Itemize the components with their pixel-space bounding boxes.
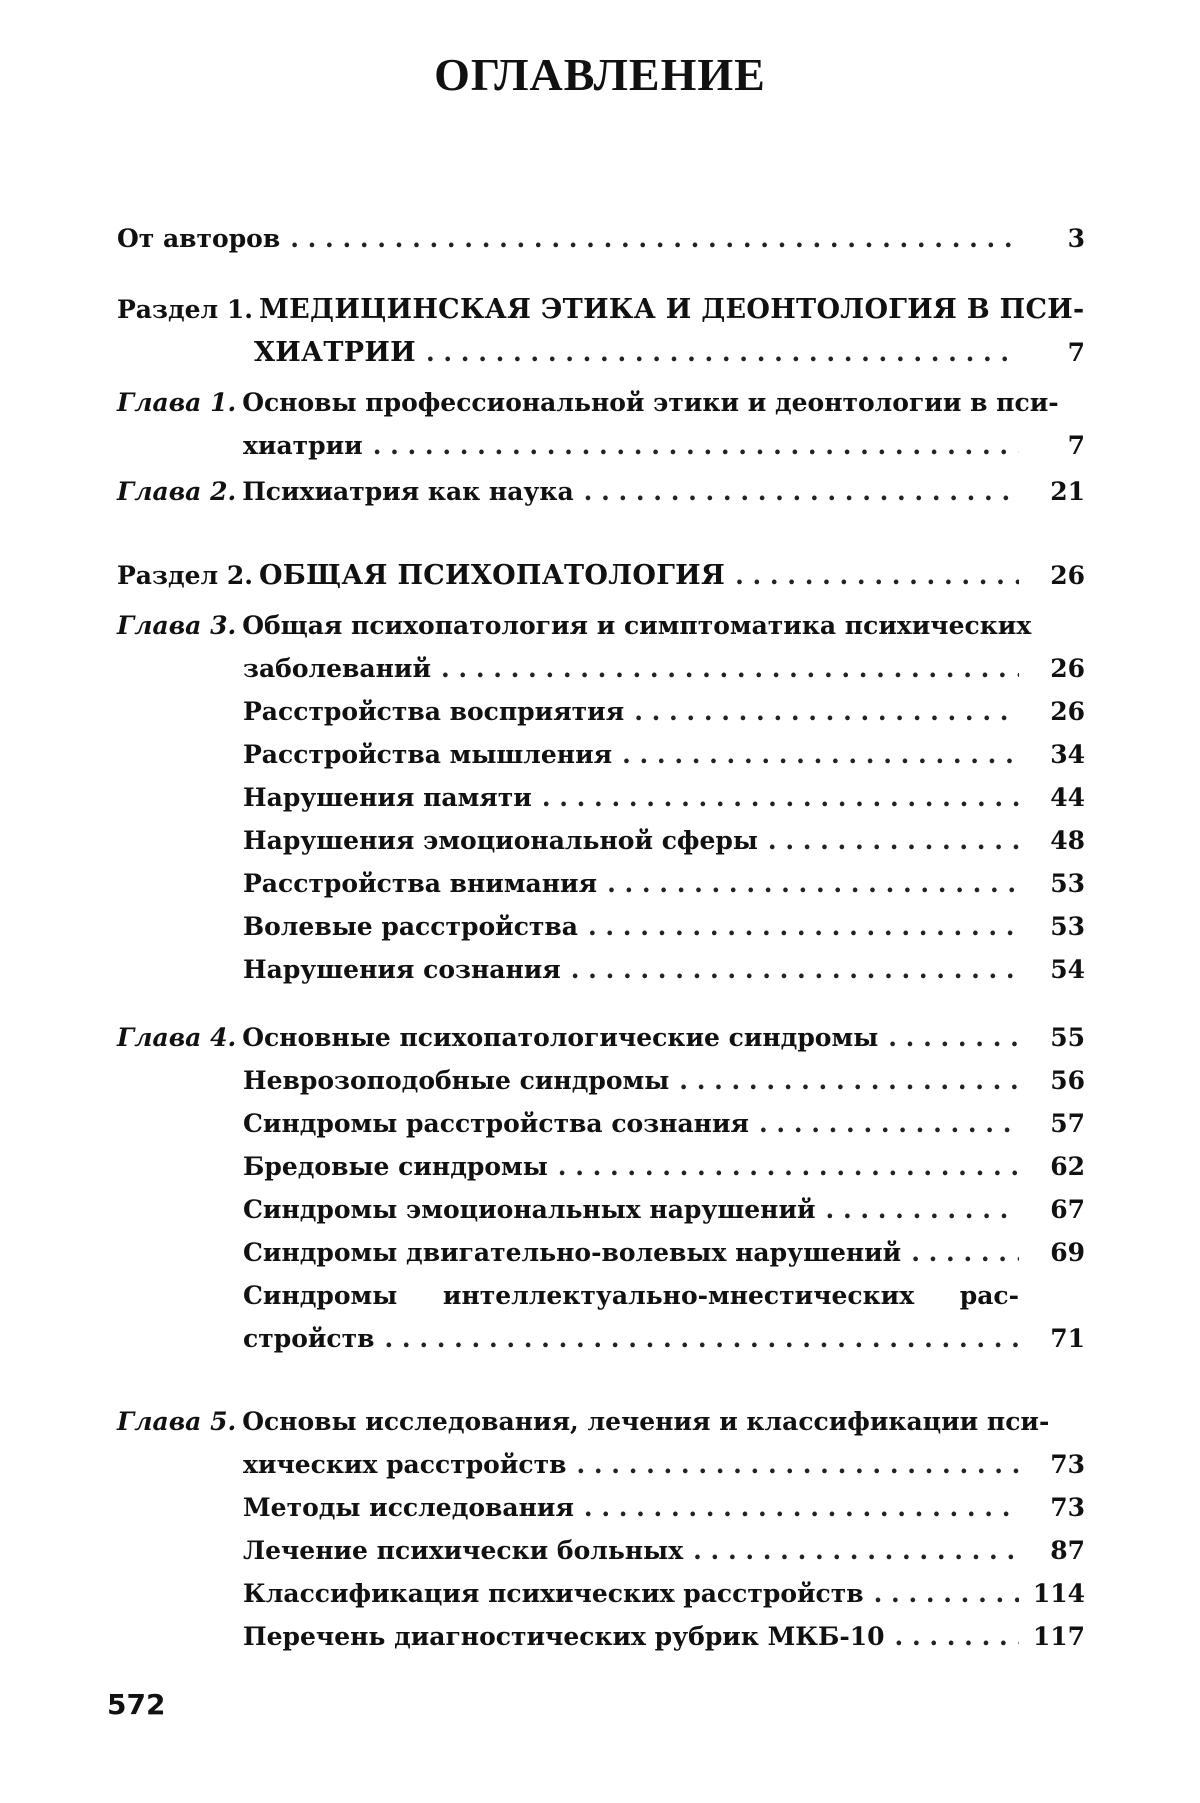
dot-leader [558,1145,1019,1188]
chapter-prefix: Глава 1. [117,388,237,417]
toc-entry-chapter-2[interactable] [117,470,1085,513]
page-number: 69 [1050,1238,1085,1267]
chapter-title: Основные психопатологические синдромы [242,1023,879,1052]
dot-leader [874,1572,1019,1615]
subentry-title: Лечение психически больных [243,1536,684,1565]
dot-leader [888,1016,1019,1059]
dot-leader [693,1529,1019,1572]
page-number: 3 [1067,224,1085,253]
chapter-title: Психиатрия как наука [242,477,574,506]
dot-leader [584,1486,1019,1529]
page-number: 53 [1050,912,1085,941]
page-number: 117 [1032,1622,1085,1651]
dot-leader [571,948,1019,991]
chapter-4-subsections [117,1059,1085,1360]
page-number: 44 [1050,783,1085,812]
section-title: ОБЩАЯ ПСИХОПАТОЛОГИЯ [258,560,726,591]
subentry-title-line1[interactable]: Синдромы интеллектуально-мнестических рас- [243,1281,1019,1310]
dot-leader [290,217,1019,260]
page-number: 87 [1050,1536,1085,1565]
page-number: 48 [1050,826,1085,855]
subentry-title: Неврозоподобные синдромы [243,1066,670,1095]
toc-subentry[interactable] [117,905,1085,948]
toc-entry-chapter-5[interactable] [117,1400,1085,1486]
page-folio-number: 572 [107,1688,166,1721]
page-number: 71 [1050,1324,1085,1353]
chapter-title-line2: хиатрии [243,431,363,460]
subentry-title: Синдромы эмоциональных нарушений [243,1195,816,1224]
subentry-title: Методы исследования [243,1493,574,1522]
toc-subentry[interactable] [117,733,1085,776]
toc-subentry[interactable] [117,1231,1085,1274]
dot-leader [542,776,1019,819]
section-title-line2: ХИАТРИИ [254,337,416,368]
dot-leader [759,1102,1019,1145]
page-number: 54 [1050,955,1085,984]
chapter-title-line1: Основы исследования, лечения и классификации пси- [242,1407,1050,1436]
section-title-line1: МЕДИЦИНСКАЯ ЭТИКА И ДЕОНТОЛОГИЯ В ПСИ- [258,294,1085,325]
chapter-title-line1: Общая психопатология и симптоматика психических [242,611,1032,640]
toc-entry-authors[interactable] [117,217,1085,260]
page-number: 56 [1050,1066,1085,1095]
dot-leader [584,470,1019,513]
chapter-title-line2: заболеваний [243,654,431,683]
dot-leader [373,424,1019,467]
entry-text: От авторов [117,224,281,253]
page-number: 114 [1032,1579,1085,1608]
page-number: 67 [1050,1195,1085,1224]
subentry-title: Волевые расстройства [243,912,578,941]
page-number: 57 [1050,1109,1085,1138]
page-number: 53 [1050,869,1085,898]
toc-subentry[interactable] [117,1615,1085,1658]
chapter-5-subsections [117,1486,1085,1658]
subentry-title: Перечень диагностических рубрик МКБ-10 [243,1622,885,1651]
dot-leader [679,1059,1019,1102]
toc-subentry[interactable] [117,1145,1085,1188]
dot-leader [735,554,1019,597]
toc-subentry[interactable] [117,819,1085,862]
toc-subentry[interactable] [117,1572,1085,1615]
page-number: 26 [1050,654,1085,683]
dot-leader [607,862,1019,905]
section-prefix: Раздел 2. [117,561,253,590]
page-number: 26 [1050,697,1085,726]
toc-subentry[interactable] [117,1188,1085,1231]
page-title: ОГЛАВЛЕНИЕ [434,49,766,100]
toc-entry-chapter-3[interactable] [117,604,1085,690]
dot-leader [385,1317,1020,1360]
page-number: 26 [1050,561,1085,590]
toc-subentry[interactable] [117,1529,1085,1572]
toc-subentry[interactable] [117,1486,1085,1529]
chapter-3-subsections [117,690,1085,991]
section-prefix: Раздел 1. [117,295,253,324]
toc-subentry[interactable] [117,1059,1085,1102]
toc-subentry[interactable] [117,1317,1085,1360]
subentry-title: Синдромы двигательно-волевых нарушений [243,1238,902,1267]
page-number: 73 [1050,1493,1085,1522]
chapter-title-line1: Основы профессиональной этики и деонтологии в пси- [242,388,1059,417]
toc-subentry[interactable] [117,776,1085,819]
dot-leader [895,1615,1019,1658]
subentry-title: Нарушения эмоциональной сферы [243,826,758,855]
chapter-prefix: Глава 4. [117,1023,237,1052]
subentry-title: Расстройства восприятия [243,697,625,726]
dot-leader [634,690,1019,733]
page-number: 7 [1067,338,1085,367]
subentry-title: Нарушения памяти [243,783,532,812]
dot-leader [622,733,1019,776]
toc-entry-section-2[interactable] [117,554,1085,597]
subentry-title: Расстройства внимания [243,869,598,898]
subentry-title: Нарушения сознания [243,955,561,984]
subentry-title: Бредовые синдромы [243,1152,548,1181]
dot-leader [576,1443,1019,1486]
page-number: 7 [1067,431,1085,460]
page-number: 55 [1050,1023,1085,1052]
subentry-title: Синдромы расстройства сознания [243,1109,749,1138]
toc-entry-section-1[interactable] [117,288,1085,374]
page-number: 62 [1050,1152,1085,1181]
subentry-title: Расстройства мышления [243,740,613,769]
dot-leader [911,1231,1019,1274]
subentry-title-line2: стройств [243,1324,375,1353]
page-number: 34 [1050,740,1085,769]
dot-leader [768,819,1019,862]
toc-entry-chapter-1[interactable] [117,381,1085,467]
chapter-prefix: Глава 5. [117,1407,237,1436]
page-number: 21 [1050,477,1085,506]
chapter-title-line2: хических расстройств [243,1450,567,1479]
dot-leader [588,905,1019,948]
dot-leader [826,1188,1019,1231]
chapter-prefix: Глава 2. [117,477,237,506]
chapter-prefix: Глава 3. [117,611,237,640]
subentry-title: Классификация психических расстройств [243,1579,864,1608]
page-number: 73 [1050,1450,1085,1479]
toc-entry-chapter-4[interactable] [117,1016,1085,1059]
toc-subentry[interactable] [117,690,1085,733]
dot-leader [426,331,1019,374]
toc-subentry[interactable] [117,862,1085,905]
dot-leader [441,647,1019,690]
toc-subentry[interactable] [117,948,1085,991]
toc-subentry[interactable] [117,1102,1085,1145]
